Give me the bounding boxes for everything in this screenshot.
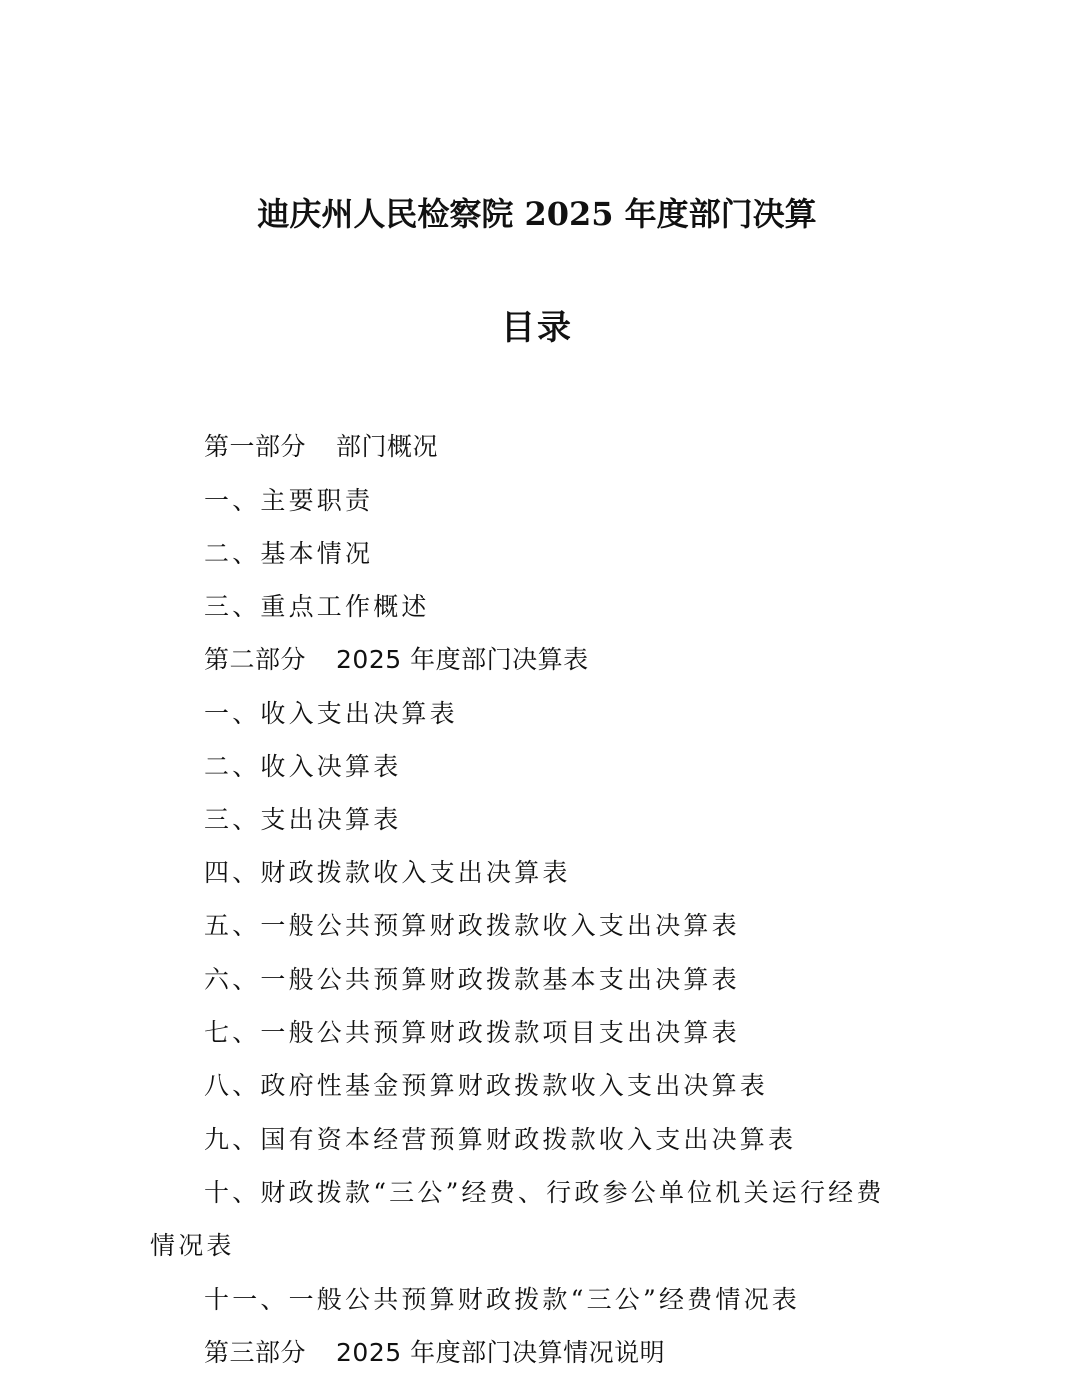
toc-item[interactable]: 六、一般公共预算财政拨款基本支出决算表: [204, 965, 740, 994]
toc-item[interactable]: 九、国有资本经营预算财政拨款收入支出决算表: [204, 1125, 797, 1154]
toc-item[interactable]: 三、重点工作概述: [204, 592, 430, 621]
toc-item[interactable]: 五、一般公共预算财政拨款收入支出决算表: [204, 911, 740, 940]
toc-item[interactable]: 三、支出决算表: [204, 805, 402, 834]
toc-item[interactable]: 四、财政拨款收入支出决算表: [204, 858, 571, 887]
toc-item[interactable]: 一、收入支出决算表: [204, 699, 458, 728]
toc-part-2[interactable]: [204, 643, 589, 677]
toc-part-name: 部门概况: [336, 432, 439, 461]
toc-item[interactable]: 二、收入决算表: [204, 752, 402, 781]
toc-item[interactable]: 八、政府性基金预算财政拨款收入支出决算表: [204, 1071, 769, 1100]
toc-part-label: 第三部分: [204, 1338, 307, 1367]
toc-item[interactable]: 一、主要职责: [204, 486, 374, 515]
toc-item[interactable]: 二、基本情况: [204, 539, 374, 568]
toc-part-label: 第二部分: [204, 645, 307, 674]
toc-heading: 目录: [501, 308, 573, 348]
toc-part-1[interactable]: [204, 430, 438, 464]
document-title: 迪庆州人民检察院 2025 年度部门决算: [257, 195, 817, 233]
toc-part-3[interactable]: [204, 1336, 665, 1370]
toc-part-name: 2025 年度部门决算表: [336, 645, 589, 674]
toc-item[interactable]: 十、财政拨款“三公”经费、行政参公单位机关运行经费情况表: [150, 1178, 885, 1260]
toc-part-name: 2025 年度部门决算情况说明: [336, 1338, 666, 1367]
toc-part-label: 第一部分: [204, 432, 307, 461]
toc-item[interactable]: 七、一般公共预算财政拨款项目支出决算表: [204, 1018, 740, 1047]
toc-item[interactable]: 十一、一般公共预算财政拨款“三公”经费情况表: [204, 1285, 800, 1314]
